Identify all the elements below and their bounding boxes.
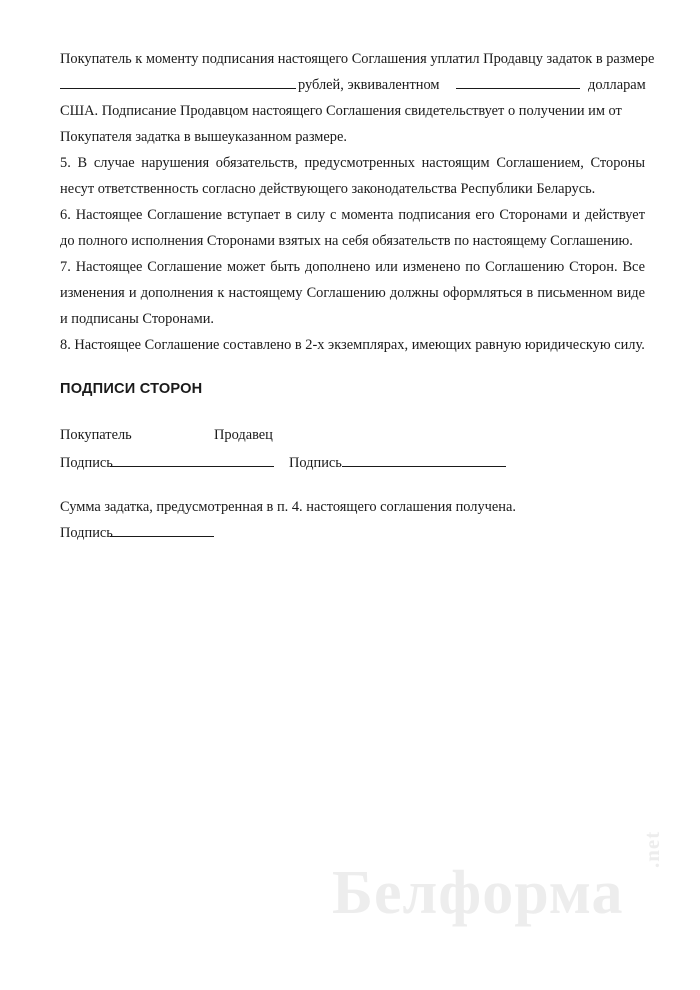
usa-signing-text: США. Подписание Продавцом настоящего Соглашения свидетельствует о получении им от [60, 103, 622, 119]
deposit-received-text: Сумма задатка, предусмотренная в п. 4. настоящего соглашения получена. [60, 499, 516, 515]
seller-label: Продавец [214, 427, 273, 443]
buyer-label: Покупатель [60, 427, 132, 443]
deposit-confirmation-text: Покупателя задатка в вышеуказанном размере. [60, 129, 347, 145]
clause-5: 5. В случае нарушения обязательств, предусмотренных настоящим Соглашением, Стороны несут ответственность согласно действующего законодательства Республики Беларусь. [60, 155, 645, 197]
paragraph-line-2 [60, 74, 645, 96]
clause-8: 8. Настоящее Соглашение составлено в 2-х экземплярах, имеющих равную юридическую силу. [60, 337, 645, 353]
watermark-suffix: .net [640, 830, 664, 868]
belforma-watermark-logo [332, 830, 664, 929]
signatures-heading: ПОДПИСИ СТОРОН [60, 381, 203, 397]
receipt-signature-blank[interactable] [110, 522, 214, 537]
watermark-brand: Белформа [332, 859, 624, 927]
clause-7: 7. Настоящее Соглашение может быть дополнено или изменено по Соглашению Сторон. Все изменения и дополнения к настоящему Соглашению должны оформляться в письменном виде и подписаны Сторонами. [60, 259, 645, 327]
deposit-received-note [60, 496, 516, 518]
clause-6: 6. Настоящее Соглашение вступает в силу с момента подписания его Сторонами и действует до полного исполнения Сторонами взятых на себя обязательств по настоящему Соглашению. [60, 207, 645, 249]
paragraph-line-1 [60, 48, 654, 70]
deposit-intro-text: Покупатель к моменту подписания настоящего Соглашения уплатил Продавцу задаток в размере [60, 51, 655, 67]
rubles-equivalent-text: рублей, эквивалентном [298, 77, 440, 93]
seller-signature-blank[interactable] [342, 452, 506, 467]
buyer-signature-label: Подпись [60, 455, 113, 471]
amount-dollars-blank[interactable] [456, 74, 580, 89]
paragraph-line-4 [60, 126, 347, 148]
paragraph-line-3 [60, 100, 622, 122]
buyer-signature-blank[interactable] [110, 452, 274, 467]
seller-signature-label: Подпись [289, 455, 342, 471]
receipt-signature-row [60, 522, 260, 544]
dollars-text: долларам [588, 77, 646, 93]
amount-rubles-blank[interactable] [60, 74, 296, 89]
signature-row [60, 452, 520, 474]
receipt-signature-label: Подпись [60, 525, 113, 541]
